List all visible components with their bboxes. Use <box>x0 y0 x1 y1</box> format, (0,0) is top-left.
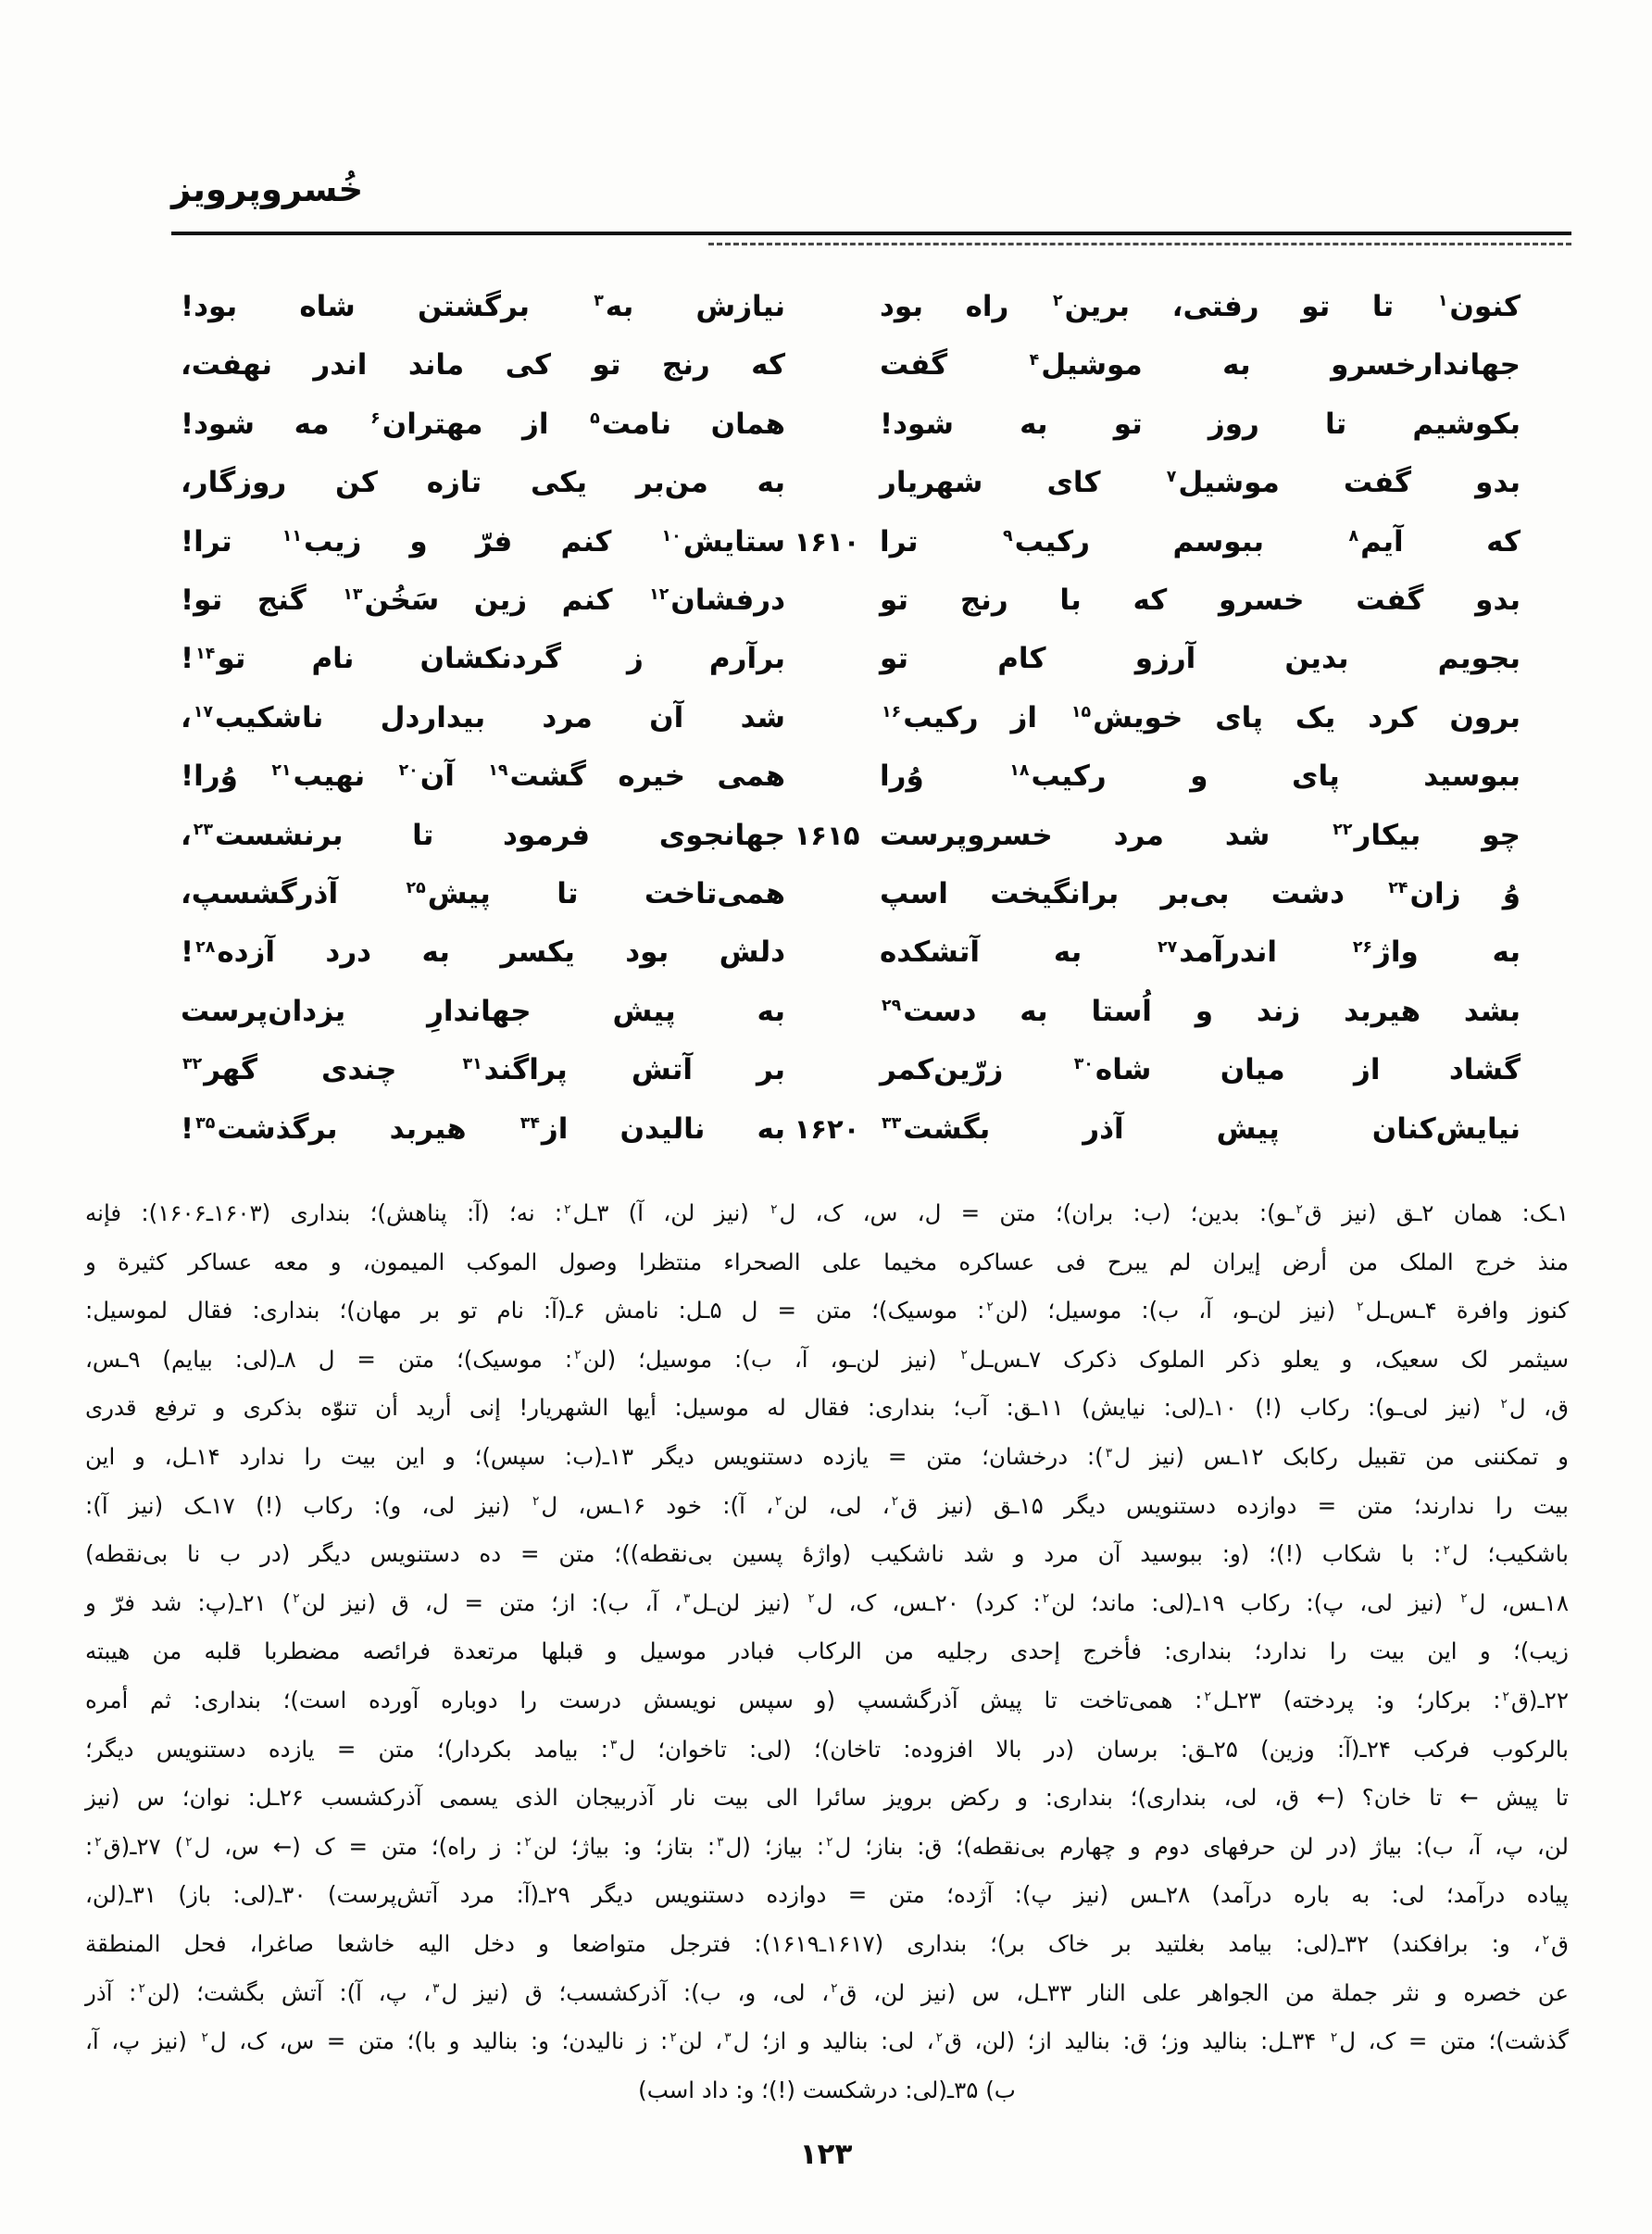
footnote-marker: ۳۱ <box>462 1055 482 1074</box>
hemistich-first: بجویم بدین آرزو کام تو <box>880 642 1521 676</box>
hemistich-second: جهانجوی فرمود تا برنشست$^{۲۳}$، <box>181 818 785 852</box>
hemistich-first: چو بیکار$^{۲۲}$ شد مرد خسروپرست <box>880 818 1521 852</box>
header-rule-shadow <box>708 243 1571 245</box>
footnote-marker: ۲ <box>524 1835 532 1851</box>
footnote-marker: ۲ <box>94 1835 102 1851</box>
footnote-marker: ۱۸ <box>1009 761 1030 781</box>
footnote-marker: ۲۳ <box>193 820 213 839</box>
verse-row <box>0 513 1652 571</box>
apparatus-line: بیت را ندارند؛ متن = دوازده دستنویس دیگر ۱۵ـق (نیز ق$^۲$، لی، لن$^۲$، آ): خود ۱۶ـس، ل$^۲$ (نیز لی، و): رکاب (!) ۱۷ـک (نیز آ): <box>85 1491 1569 1519</box>
footnote-marker: ۲ <box>564 1201 571 1217</box>
apparatus-line: کنوز وافرة ۴ـس‌ـل$^۲$ (نیز لن‌ـو، آ، ب): موسیل؛ (لن$^۲$: موسیک)؛ متن = ل ۵ـل: نامش ۶ـ(آ: نام تو بر مهان)؛ بنداری: فقال لموسیل: <box>85 1297 1570 1324</box>
verse-number: ۱۶۲۰ <box>794 1112 860 1145</box>
hemistich-second: که رنج تو کی ماند اندر نهفت، <box>181 348 785 383</box>
footnote-marker: ۳ <box>432 1981 440 1997</box>
verse-row <box>0 689 1652 747</box>
hemistich-second: همی خیره گشت$^{۱۹}$ آن$^{۲۰}$ نهیب$^{۲۱}$ وُرا! <box>181 759 785 794</box>
apparatus-line: و تمکننی من تقبیل رکابک ۱۲ـس (نیز ل$^۳$): درخشان؛ متن = یازده دستنویس دیگر ۱۳ـ(ب: سپس)؛ و این بیت را ندارد ۱۴ـل، و این <box>85 1443 1569 1470</box>
apparatus-line: ۱ـک: همان ۲ـق (نیز ق$^۲$ـو): بدین؛ (ب: بران)؛ متن = ل، س، ک، ل$^۲$ (نیز لن، آ) ۳ـل$^۲$: نه؛ (آ: پناهش)؛ بنداری (۱۶۰۳ـ۱۶۰۶): فإنه <box>85 1199 1570 1226</box>
verse-row <box>0 630 1652 688</box>
hemistich-first: گشاد از میان شاه$^{۳۰}$ زرّین‌کمر <box>880 1053 1521 1087</box>
verse-row <box>0 571 1652 630</box>
footnote-marker: ۳ <box>717 1835 724 1851</box>
footnote-marker: ۲ <box>1443 1542 1450 1558</box>
apparatus-line: لن، پ، آ، ب): بیاژ (در لن حرفهای دوم و چهارم بی‌نقطه)؛ ق: بناز؛ ل$^۲$: بیاز؛ (ل$^۳$: بتاز؛ و: بیاژ؛ لن$^۲$: ز راه)؛ متن = ک (← س، ل$^۲$) ۲۷ـ(ق$^۲$: <box>85 1832 1569 1860</box>
footnote-marker: ۱۰ <box>661 526 682 546</box>
hemistich-second: درفشان$^{۱۲}$ کنم زین سَخُن$^{۱۳}$ گنج تو! <box>181 584 785 617</box>
apparatus-line: منذ خرج الملک من أرض إیران لم یبرح فی عساکره مخیما علی الصحراء منتظرا وصول الموکب المیمون، و معه عساکر کثیرة و <box>85 1248 1569 1275</box>
footnote-marker: ۳۲ <box>182 1055 203 1074</box>
footnote-marker: ۲ <box>1295 1201 1303 1217</box>
footnote-marker: ۲ <box>1042 1591 1050 1607</box>
footnote-marker: ۹ <box>1003 526 1013 546</box>
hemistich-second: همی‌تاخت تا پیش$^{۲۵}$ آذرگشسپ، <box>181 877 785 910</box>
verse-row <box>0 923 1652 982</box>
verse-row <box>0 1041 1652 1099</box>
footnote-marker: ۲ <box>532 1494 540 1510</box>
apparatus-line: پیاده درآمد؛ لی: به باره درآمد) ۲۸ـس (نیز پ): آژده؛ متن = دوازده دستنویس دیگر ۲۹ـ(آ: مرد آتش‌پرست) ۳۰ـ(لی: باز) ۳۱ـ(لن، <box>85 1881 1570 1909</box>
footnote-marker: ۲ <box>1460 1591 1468 1607</box>
footnote-marker: ۲۰ <box>398 761 419 781</box>
verse-number: ۱۶۱۰ <box>794 525 860 558</box>
hemistich-first: جهاندارخسرو به موشیل$^۴$ گفت <box>880 348 1521 383</box>
footnote-marker: ۱۷ <box>193 703 213 722</box>
hemistich-second: برآرم ز گردنکشان نام تو$^{۱۴}$! <box>181 642 785 676</box>
verse-row <box>0 807 1652 865</box>
footnote-marker: ۶ <box>370 409 381 429</box>
hemistich-second: ستایش$^{۱۰}$ کنم فرّ و زیب$^{۱۱}$ ترا! <box>181 524 785 558</box>
apparatus-line: عن خصره و نثر جملة من الجواهر علی النار ۳۳ـل، س (نیز لن، ق$^۲$، لی، و، ب): آذرکشسب؛ ق (نیز ل$^۳$، پ، آ): آتش بگشت؛ (لن$^۲$: آذر <box>85 1978 1570 2006</box>
apparatus-line: ق$^۲$، و: برافکند) ۳۲ـ(لی: بیامد بغلتید بر خاک بر)؛ بنداری (۱۶۱۷ـ۱۶۱۹): فترجل متواضعا و دخل الیه خاشعا صاغرا، فحل المنطقة <box>85 1930 1569 1957</box>
footnote-marker: ۲ <box>1500 1396 1508 1412</box>
footnote-marker: ۲ <box>1330 2029 1338 2045</box>
footnote-marker: ۳۴ <box>519 1113 540 1133</box>
footnote-marker: ۲۸ <box>195 937 216 957</box>
footnote-marker: ۲ <box>775 1494 782 1510</box>
footnote-marker: ۳۵ <box>195 1113 216 1133</box>
apparatus-line: باشکیب؛ ل$^۲$: با شکاب (!)؛ (و: ببوسید آن مرد و شد ناشکیب (واژهٔ پسین بی‌نقطه))؛ متن = ده دستنویس دیگر (در ب نا بی‌نقطه) <box>85 1540 1569 1568</box>
footnote-marker: ۲ <box>293 1591 300 1607</box>
footnote-marker: ۳ <box>594 292 604 311</box>
footnote-marker: ۲ <box>1357 1299 1364 1314</box>
hemistich-first: بدو گفت موشیل$^۷$ کای شهریار <box>880 466 1521 500</box>
footnote-marker: ۲ <box>1542 1932 1549 1948</box>
apparatus-line: ق، ل$^۲$ (نیز لی‌ـو): رکاب (!) ۱۰ـ(لی: نیایش) ۱۱ـق: آب؛ بنداری: فقال له موسیل: أیها الشهریار! إنی أرید أن تنوّه بذکری و ترفع قدری <box>85 1394 1569 1422</box>
hemistich-second: به پیش جهاندارِ یزدان‌پرست <box>181 994 785 1028</box>
hemistich-second: دلش بود یکسر به درد آزده$^{۲۸}$! <box>181 935 785 970</box>
footnote-marker: ۲۵ <box>406 879 426 898</box>
footnote-marker: ۱ <box>1437 292 1448 311</box>
hemistich-first: کنون$^۱$ تا تو رفتی، برین$^۲$ راه بود <box>880 290 1521 323</box>
verse-row <box>0 336 1652 395</box>
verse-number: ۱۶۱۵ <box>794 819 860 851</box>
footnote-marker: ۲ <box>138 1981 145 1997</box>
footnote-marker: ۳ <box>724 2029 732 2045</box>
footnote-marker: ۲۹ <box>882 997 902 1016</box>
hemistich-second: همان نامت$^۵$ از مهتران$^۶$ مه شود! <box>181 407 785 441</box>
footnote-marker: ۲ <box>201 2029 208 2045</box>
footnote-marker: ۱۶ <box>882 703 902 722</box>
verse-row <box>0 1100 1652 1159</box>
apparatus-line: ۱۸ـس، ل$^۲$ (نیز لی، پ): رکاب ۱۹ـ(لی: ماند؛ لن$^۲$: کرد) ۲۰ـس، ک، ل$^۲$ (نیز لن‌ـل$^۳$، آ، ب): از؛ متن = ل، ق (نیز لن$^۲$) ۲۱ـ(پ: شد فرّ و <box>85 1588 1569 1616</box>
hemistich-second: به من‌بر یکی تازه کن روزگار، <box>181 466 785 500</box>
footnote-marker: ۲۱ <box>271 761 292 781</box>
footnote-marker: ۸ <box>1348 526 1359 546</box>
footnote-marker: ۳۰ <box>1073 1055 1094 1074</box>
hemistich-first: برون کرد یک پای خویش$^{۱۵}$ از رکیب$^{۱۶}$ <box>882 700 1521 734</box>
footnote-marker: ۱۵ <box>1070 703 1092 722</box>
footnote-marker: ۲ <box>960 1348 968 1363</box>
footnote-marker: ۲ <box>831 1981 838 1997</box>
hemistich-first: بشد هیربد زند و اُستا به دست$^{۲۹}$ <box>882 994 1521 1028</box>
footnote-marker: ۵ <box>590 409 600 429</box>
apparatus-line: زیب)؛ و این بیت را ندارد؛ بنداری: فأخرج إحدی رجلیه من الرکاب فبادر موسیل و قبلها مرتعدة فرائصه مضطربا قلبه من هیبته <box>85 1638 1569 1665</box>
hemistich-first: بدو گفت خسرو که با رنج تو <box>880 584 1521 617</box>
hemistich-first: به واژ$^{۲۶}$ اندرآمد$^{۲۷}$ به آتشکده <box>880 935 1521 970</box>
apparatus-line: ب) ۳۵ـ(لی: درشکست (!)؛ و: داد اسب) <box>638 2076 1016 2103</box>
hemistich-second: نیازش به$^۳$ برگشتن شاه بود! <box>181 290 785 323</box>
footnote-marker: ۲۴ <box>1388 879 1408 898</box>
footnote-marker: ۳۳ <box>882 1113 902 1133</box>
footnote-marker: ۲۷ <box>1158 937 1178 957</box>
footnote-marker: ۴ <box>1029 350 1040 370</box>
footnote-marker: ۲ <box>935 2029 943 2045</box>
footnote-marker: ۲ <box>1052 292 1063 311</box>
hemistich-first: وُ زان$^{۲۴}$ دشت بی‌بر برانگیخت اسپ <box>880 877 1521 910</box>
footnote-marker: ۲ <box>770 1201 778 1217</box>
footnote-marker: ۱۴ <box>195 644 216 663</box>
footnote-marker: ۱۹ <box>488 761 508 781</box>
apparatus-line: گذشت)؛ متن = ک، ل$^۲$ ۳۴ـل: بنالید وز؛ ق: بنالید از؛ (لن، ق$^۲$، لی: بنالید و از؛ ل$^۳$، لن$^۲$: ز نالیدن؛ و: بنالید و با)؛ متن = س، ک، ل$^۲$ (نیز پ، آ، <box>85 2027 1569 2055</box>
apparatus-line: تا پیش ← تا خان؟ (← ق، لی، بنداری)؛ بنداری: و رکض برویز سائرا الی بیت نار آذربیجان الذی یسمی آذرکشسب ۲۶ـل: نوان؛ س (نیز <box>85 1784 1569 1812</box>
apparatus-line: ۲۲ـ(ق$^۲$: برکار؛ و: پردخته) ۲۳ـل$^۲$: همی‌تاخت تا پیش آذرگشسپ (و سپس نویسش درست را دوباره آورده است)؛ بنداری: ثم أمره <box>85 1687 1569 1713</box>
footnote-marker: ۲ <box>670 2029 677 2045</box>
footnote-marker: ۲ <box>1502 1688 1509 1704</box>
header-rule <box>171 232 1571 235</box>
footnote-marker: ۲ <box>185 1835 193 1851</box>
verse-row <box>0 983 1652 1041</box>
verse-row <box>0 747 1652 806</box>
footnote-marker: ۳ <box>1105 1445 1113 1461</box>
footnote-marker: ۳ <box>682 1591 691 1607</box>
hemistich-second: به نالیدن از$^{۳۴}$ هیربد برگذشت$^{۳۵}$! <box>181 1111 785 1146</box>
hemistich-first: که آیم$^۸$ ببوسم رکیب$^۹$ ترا <box>880 524 1521 558</box>
footnote-marker: ۱۲ <box>649 585 670 605</box>
hemistich-first: بکوشیم تا روز تو به شود! <box>880 407 1521 441</box>
footnote-marker: ۲ <box>574 1348 582 1363</box>
footnote-marker: ۳ <box>609 1738 618 1753</box>
footnote-marker: ۲ <box>807 1591 815 1607</box>
running-head-title: خُسروپرویز <box>171 169 364 209</box>
footnote-marker: ۱۱ <box>282 526 302 546</box>
hemistich-first: نیایش‌کنان پیش آذر بگشت$^{۳۳}$ <box>882 1111 1521 1146</box>
footnote-marker: ۲۶ <box>1352 937 1373 957</box>
footnote-marker: ۲۲ <box>1333 820 1353 839</box>
page-number: ۱۲۳ <box>799 2138 853 2171</box>
hemistich-first: ببوسید پای و رکیب$^{۱۸}$ وُرا <box>880 759 1521 794</box>
footnote-marker: ۲ <box>891 1494 899 1510</box>
apparatus-line: بالرکوب فرکب ۲۴ـ(آ: وزین) ۲۵ـق: برسان (در بالا افزوده: تاخان)؛ (لی: تاخوان؛ ل$^۳$: بیامد بکردار)؛ متن = یازده دستنویس دیگر؛ <box>85 1735 1569 1763</box>
footnote-marker: ۲ <box>986 1299 994 1314</box>
hemistich-second: شد آن مرد بیداردل ناشکیب$^{۱۷}$، <box>181 700 785 734</box>
footnote-marker: ۲ <box>826 1835 833 1851</box>
verse-row <box>0 278 1652 336</box>
apparatus-line: سیثمر لک سعیک، و یعلو ذکر الملوک ذکرک ۷ـس‌ـل$^۲$ (نیز لن‌ـو، آ، ب): موسیل؛ (لن$^۲$: موسیک)؛ متن = ل ۸ـ(لی: بیایم) ۹ـس، <box>85 1345 1570 1373</box>
verse-row <box>0 395 1652 454</box>
footnote-marker: ۷ <box>1166 468 1177 487</box>
footnote-marker: ۲ <box>1204 1688 1211 1704</box>
hemistich-second: بر آتش پراگند$^{۳۱}$ چندی گهر$^{۳۲}$ <box>182 1053 785 1087</box>
footnote-marker: ۱۳ <box>343 585 363 605</box>
verse-row <box>0 454 1652 512</box>
verse-row <box>0 865 1652 923</box>
